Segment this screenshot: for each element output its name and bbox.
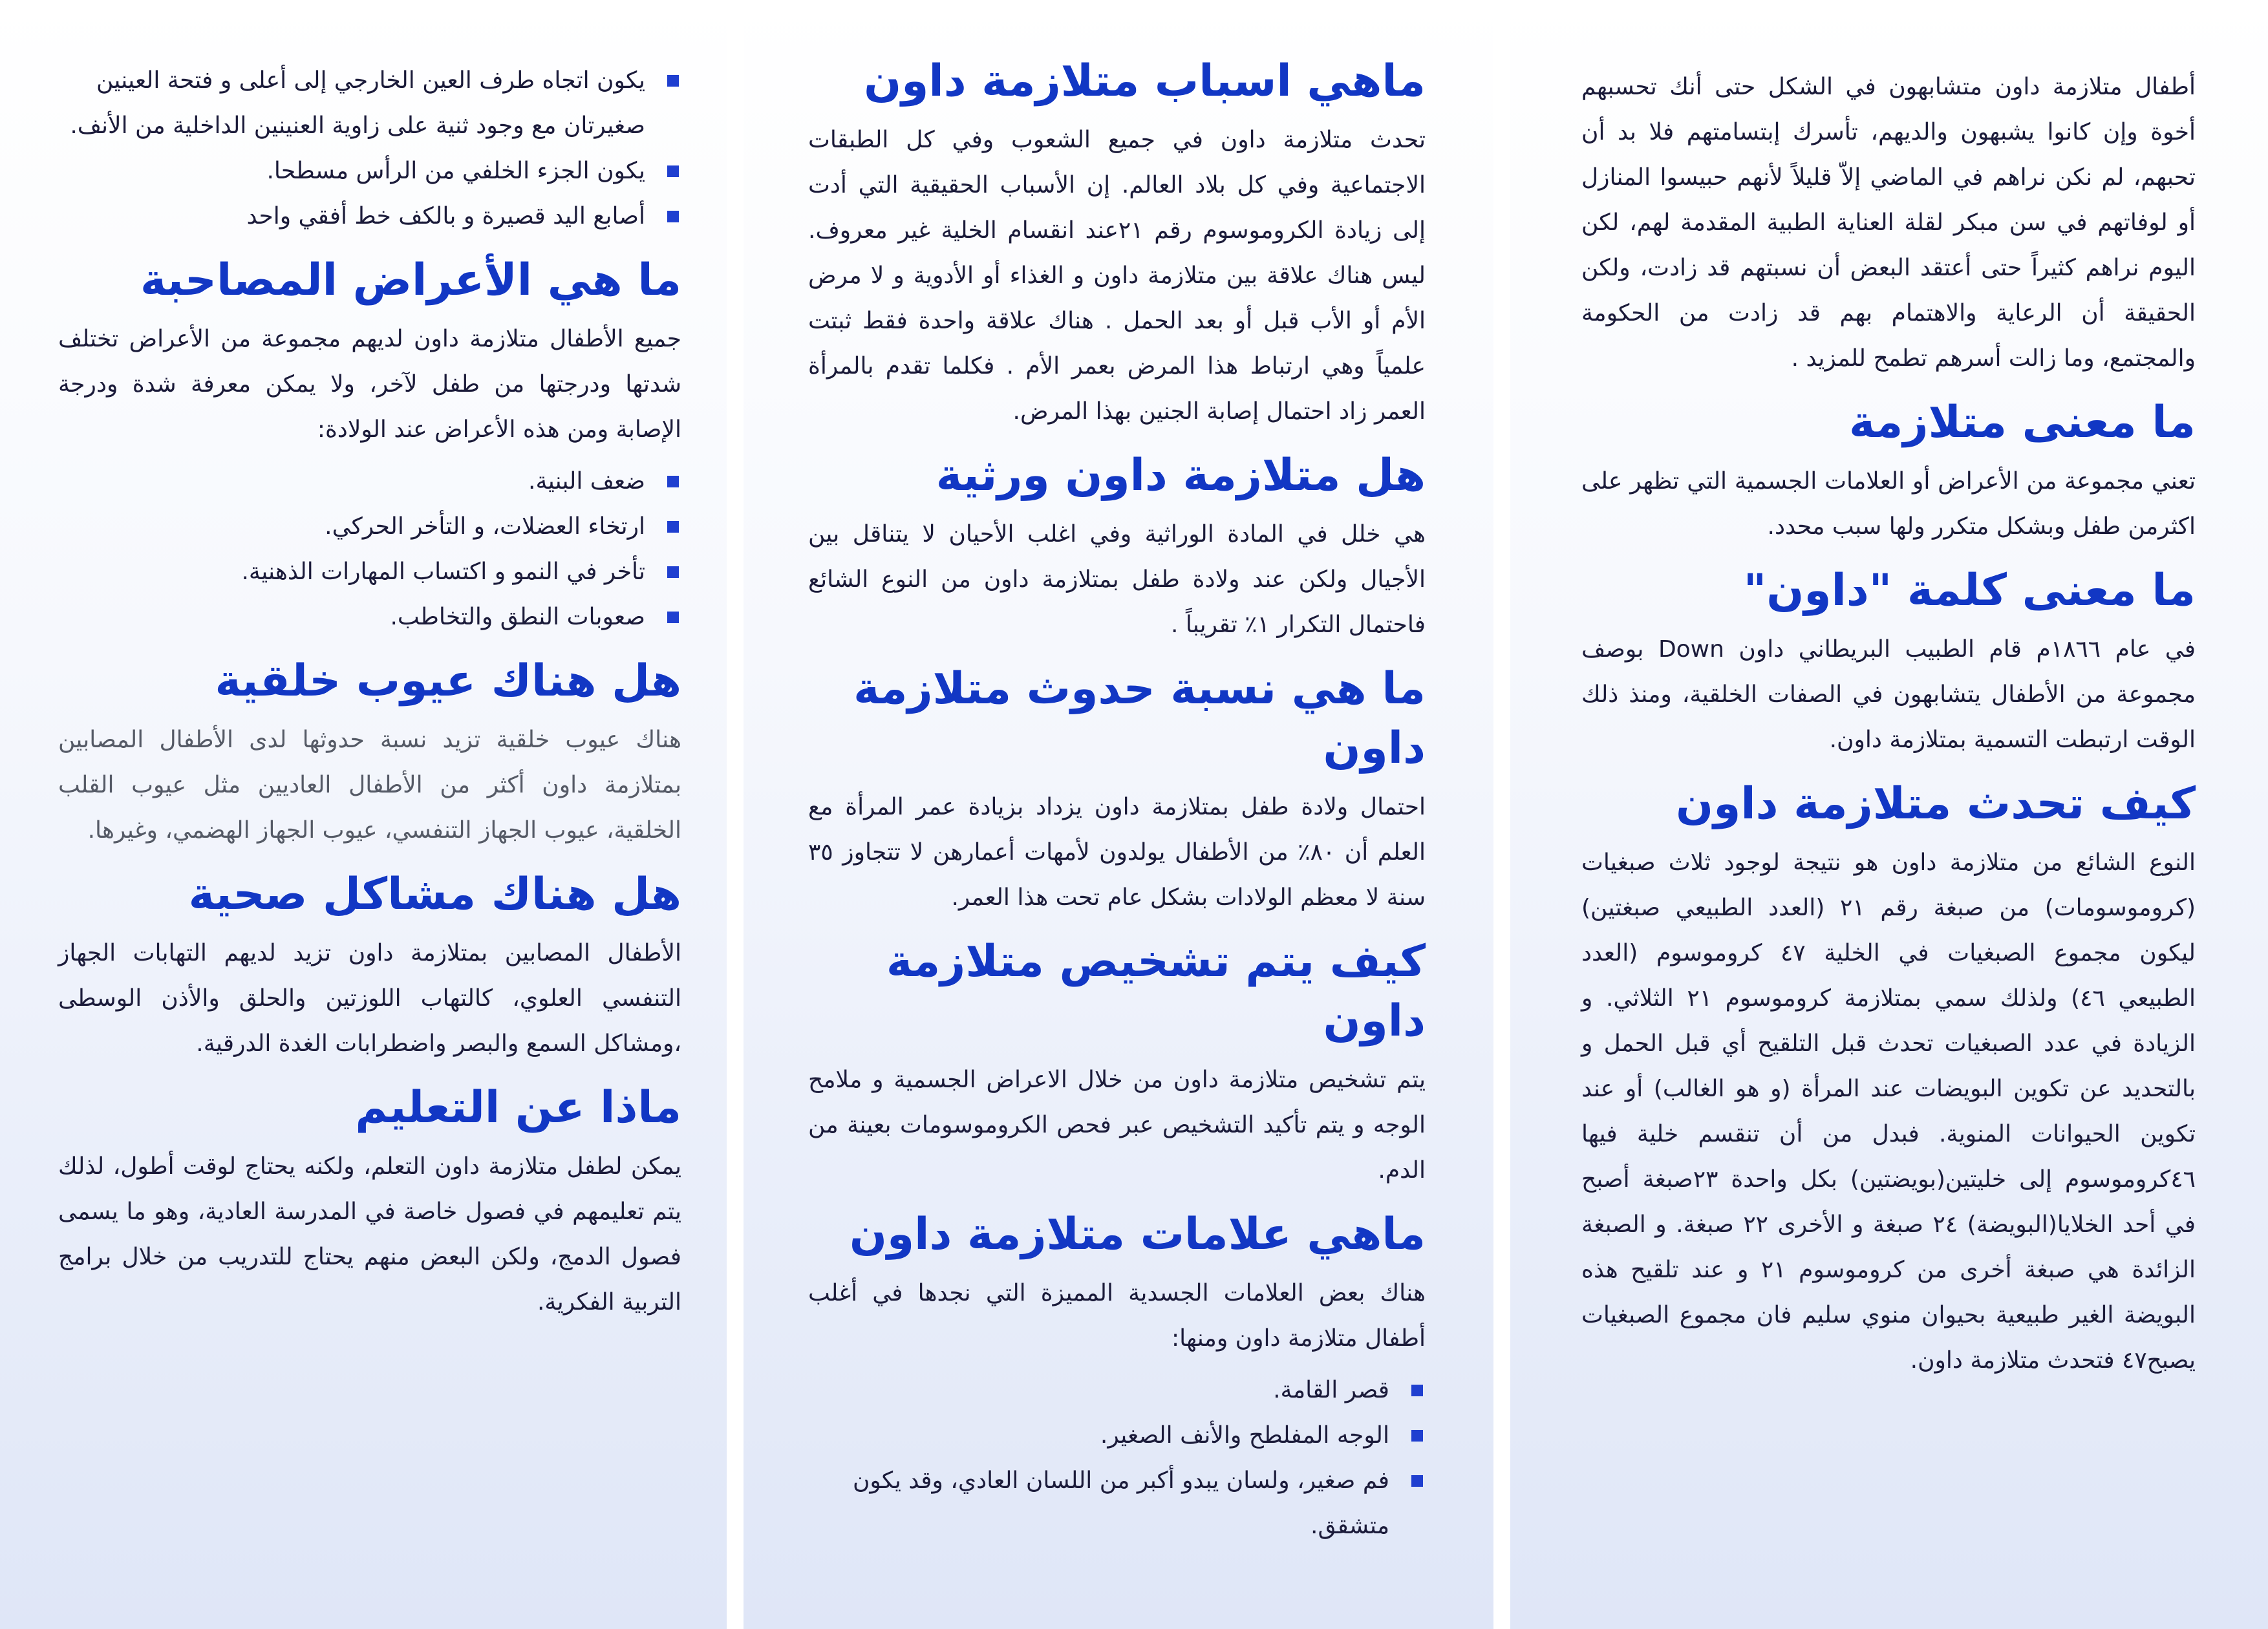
how-section: [1581, 774, 2196, 1383]
fold-gap: [1493, 0, 1510, 1629]
panel-left: [0, 0, 727, 1629]
causes-paragraph: تحدث متلازمة داون في جميع الشعوب وفي كل الطبقات الاجتماعية وفي كل بلاد العالم. إن الأسباب الحقيقية التي أدت إلى زيادة الكروموسوم رقم ٢١عند انقسام الخلية غير معروف. ليس هناك علاقة بين متلازمة داون و الغذاء أو الأدوية و لا مرض الأم أو الأب قبل أو بعد الحمل . هناك علاقة واحدة فقط ثبتت علمياً وهي ارتباط هذا المرض بعمر الأم . فكلما تقدم بالمرأة العمر زاد احتمال إصابة الجنين بهذا المرض.: [808, 127, 1426, 425]
list-item: أصابع اليد قصيرة و بالكف خط أفقي واحد: [58, 194, 681, 239]
causes-section: [808, 52, 1426, 434]
features-list: [58, 58, 681, 239]
diagnosis-heading: كيف يتم تشخيص متلازمة داون: [886, 936, 1426, 1047]
education-paragraph: يمكن لطفل متلازمة داون التعلم، ولكنه يحتاج لوقت أطول، لذلك يتم تعليمهم في فصول خاصة في المدرسة العادية، وهو ما يسمى فصول الدمج، ولكن البعض منهم يحتاج للتدريب من خلال برامج التربية الفكرية.: [58, 1153, 681, 1315]
list-item: يكون الجزء الخلفي من الرأس مسطحا.: [58, 149, 681, 194]
defects-heading: هل هناك عيوب خلقية: [215, 655, 681, 707]
diagnosis-paragraph: يتم تشخيص متلازمة داون من خلال الاعراض الجسمية و ملامح الوجه و يتم تأكيد التشخيص عبر فحص الكروموسومات بعينة من الدم.: [808, 1067, 1426, 1184]
list-item: الوجه المفلطح والأنف الصغير.: [808, 1413, 1426, 1458]
word-paragraph: في عام ١٨٦٦م قام الطبيب البريطاني داون Down بوصف مجموعة من الأطفال يتشابهون في الصفات الخلقية، ومنذ ذلك الوقت ارتبطت التسمية بمتلازمة داون.: [1581, 636, 2196, 753]
symptoms-section: [58, 251, 681, 640]
panel-right: [1510, 0, 2268, 1629]
list-item: تأخر في النمو و اكتساب المهارات الذهنية.: [58, 549, 681, 595]
word-heading: ما معنى كلمة "داون": [1743, 565, 2196, 616]
signs-section: [808, 1205, 1426, 1549]
signs-list: [808, 1368, 1426, 1549]
fold-gap: [727, 0, 744, 1629]
education-heading: ماذا عن التعليم: [355, 1082, 681, 1133]
meaning-paragraph: تعني مجموعة من الأعراض أو العلامات الجسمية التي تظهر على اكثرمن طفل وبشكل متكرر ولها سبب محدد.: [1581, 468, 2196, 540]
hereditary-section: [808, 446, 1426, 648]
meaning-section: [1581, 393, 2196, 549]
rate-section: [808, 659, 1426, 921]
hereditary-heading: هل متلازمة داون ورثية: [936, 450, 1426, 501]
panel-middle: [744, 0, 1493, 1629]
list-item: ضعف البنية.: [58, 459, 681, 504]
health-paragraph: الأطفال المصابين بمتلازمة داون تزيد لديهم التهابات الجهاز التنفسي العلوي، كالتهاب اللوزتين والحلق والأذن الوسطى ،ومشاكل السمع والبصر واضطرابات الغدة الدرقية.: [58, 940, 681, 1057]
list-item: فم صغير، ولسان يبدو أكبر من اللسان العادي، وقد يكون متشقق.: [808, 1458, 1426, 1549]
causes-heading: ماهي اسباب متلازمة داون: [864, 56, 1426, 107]
list-item: يكون اتجاه طرف العين الخارجي إلى أعلى و فتحة العينين صغيرتان مع وجود ثنية على زاوية العنينين الداخلية من الأنف.: [58, 58, 681, 149]
health-heading: هل هناك مشاكل صحية: [188, 869, 681, 920]
word-section: [1581, 561, 2196, 763]
symptoms-heading: ما هي الأعراض المصاحبة: [140, 255, 681, 306]
education-section: [58, 1078, 681, 1325]
health-section: [58, 865, 681, 1067]
signs-paragraph: هناك بعض العلامات الجسدية المميزة التي نجدها في أغلب أطفال متلازمة داون ومنها:: [808, 1280, 1426, 1352]
list-item: قصر القامة.: [808, 1368, 1426, 1413]
signs-heading: ماهي علامات متلازمة داون: [849, 1209, 1426, 1260]
hereditary-paragraph: هي خلل في المادة الوراثية وفي اغلب الأحيان لا يتناقل بين الأجيال ولكن عند ولادة طفل بمتلازمة داون من النوع الشائع فاحتمال التكرار ١٪ تقريباً .: [808, 521, 1426, 638]
intro-paragraph: أطفال متلازمة داون متشابهون في الشكل حتى أنك تحسبهم أخوة وإن كانوا يشبهون والديهم، تأسرك إبتسامتهم فلا بد أن تحبهم، لم نكن نراهم في الماضي إلاّ قليلاً لأنهم حبيسوا المنازل أو لوفاتهم في سن مبكر لقلة العناية الطبية المقدمة لهم، لكن اليوم نراهم كثيراً حتى أعتقد البعض أن نسبتهم قد زادت، ولكن الحقيقة أن الرعاية والاهتمام بهم قد زادت من الحكومة والمجتمع، وما زالت أسرهم تطمح للمزيد .: [1581, 74, 2196, 372]
list-item: ارتخاء العضلات، و التأخر الحركي.: [58, 504, 681, 549]
rate-heading: ما هي نسبة حدوث متلازمة داون: [853, 663, 1426, 774]
intro-section: [1581, 65, 2196, 381]
how-heading: كيف تحدث متلازمة داون: [1676, 778, 2196, 829]
diagnosis-section: [808, 932, 1426, 1193]
symptoms-paragraph: جميع الأطفال متلازمة داون لديهم مجموعة من الأعراض تختلف شدتها ودرجتها من طفل لآخر، ولا يمكن معرفة شدة ودرجة الإصابة ومن هذه الأعراض عند الولادة:: [58, 326, 681, 443]
rate-paragraph: احتمال ولادة طفل بمتلازمة داون يزداد بزيادة عمر المرأة مع العلم أن ٨٠٪ من الأطفال يولدون لأمهات أعمارهن لا تتجاوز ٣٥ سنة لا معظم الولادات بشكل عام تحت هذا العمر.: [808, 794, 1426, 911]
facial-features-section: [58, 58, 681, 239]
how-paragraph: النوع الشائع من متلازمة داون هو نتيجة لوجود ثلاث صبغيات (كروموسومات) من صبغة رقم ٢١ (العدد الطبيعي صبغتين) ليكون مجموع الصبغيات في الخلية ٤٧ كروموسوم (العدد الطبيعي ٤٦) ولذلك سمي بمتلازمة كروموسوم ٢١ الثلاثي. و الزيادة في عدد الصبغيات تحدث قبل التلقيح أي قبل الحمل و بالتحديد عن تكوين البويضات عند المرأة (و هو الغالب) أو عند تكوين الحيوانات المنوية. فبدل من أن تنقسم خلية فيها ٤٦كروموسوم إلى خليتين(بويضتين) بكل واحدة ٢٣صبغة أصبح في أحد الخلايا(البويضة) ٢٤ صبغة و الأخرى ٢٢ صبغة. و الصبغة الزائدة هي صبغة أخرى من كروموسوم ٢١ و عند تلقيح هذه البويضة الغير طبيعية بحيوان منوي سليم فان مجموع الصبغيات يصبح٤٧ فتحدث متلازمة داون.: [1581, 849, 2196, 1374]
defects-section: [58, 652, 681, 853]
meaning-heading: ما معنى متلازمة: [1849, 397, 2196, 448]
list-item: صعوبات النطق والتخاطب.: [58, 595, 681, 640]
symptoms-list: [58, 459, 681, 640]
defects-paragraph: هناك عيوب خلقية تزيد نسبة حدوثها لدى الأطفال المصابين بمتلازمة داون أكثر من الأطفال العاديين مثل عيوب القلب الخلقية، عيوب الجهاز التنفسي، عيوب الجهاز الهضمي، وغيرها.: [58, 727, 681, 844]
